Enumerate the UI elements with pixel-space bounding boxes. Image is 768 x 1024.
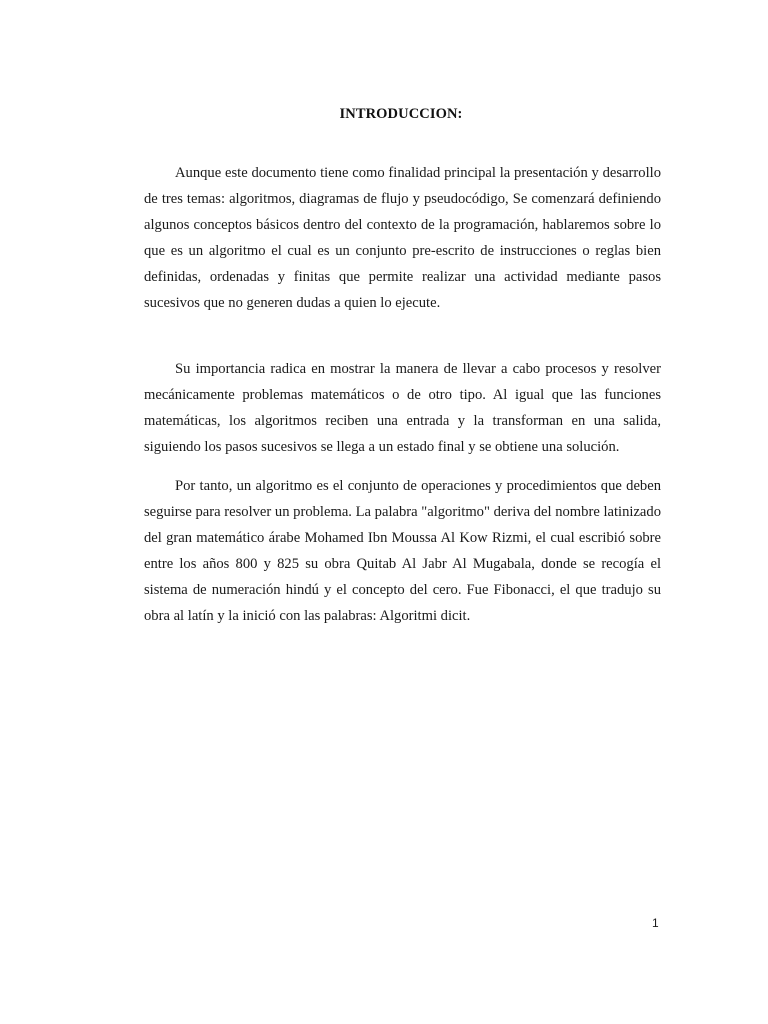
paragraph-2: Su importancia radica en mostrar la manera de llevar a cabo procesos y resolver mecánicamente problemas matemáticos o de otro tipo. Al igual que las funciones matemáticas, los algoritmos reciben una entrada y la transforman en una salida, siguiendo los pasos sucesivos se llega a un estado final y se obtiene una solución. xyxy=(144,361,661,456)
paragraph-3: Por tanto, un algoritmo es el conjunto de operaciones y procedimientos que deben seguirse para resolver un problema. La palabra "algoritmo" deriva del nombre latinizado del gran matemático árabe Mohamed Ibn Moussa Al Kow Rizmi, el cual escribió sobre entre los años 800 y 825 su obra Quitab Al Jabr Al Mugabala, donde se recogía el sistema de numeración hindú y el concepto del cero. Fue Fibonacci, el que tradujo su obra al latín y la inició con las palabras: Algoritmi dicit. xyxy=(144,478,661,625)
paragraph-1: Aunque este documento tiene como finalidad principal la presentación y desarrollo de tres temas: algoritmos, diagramas de flujo y pseudocódigo, Se comenzará definiendo algunos conceptos básicos dentro del contexto de la programación, hablaremos sobre lo que es un algoritmo el cual es un conjunto pre-escrito de instrucciones o reglas bien definidas, ordenadas y finitas que permite realizar una actividad mediante pasos sucesivos que no generen dudas a quien lo ejecute. xyxy=(144,165,661,312)
page-number: 1 xyxy=(652,916,659,930)
page-title: INTRODUCCION: xyxy=(339,106,463,122)
